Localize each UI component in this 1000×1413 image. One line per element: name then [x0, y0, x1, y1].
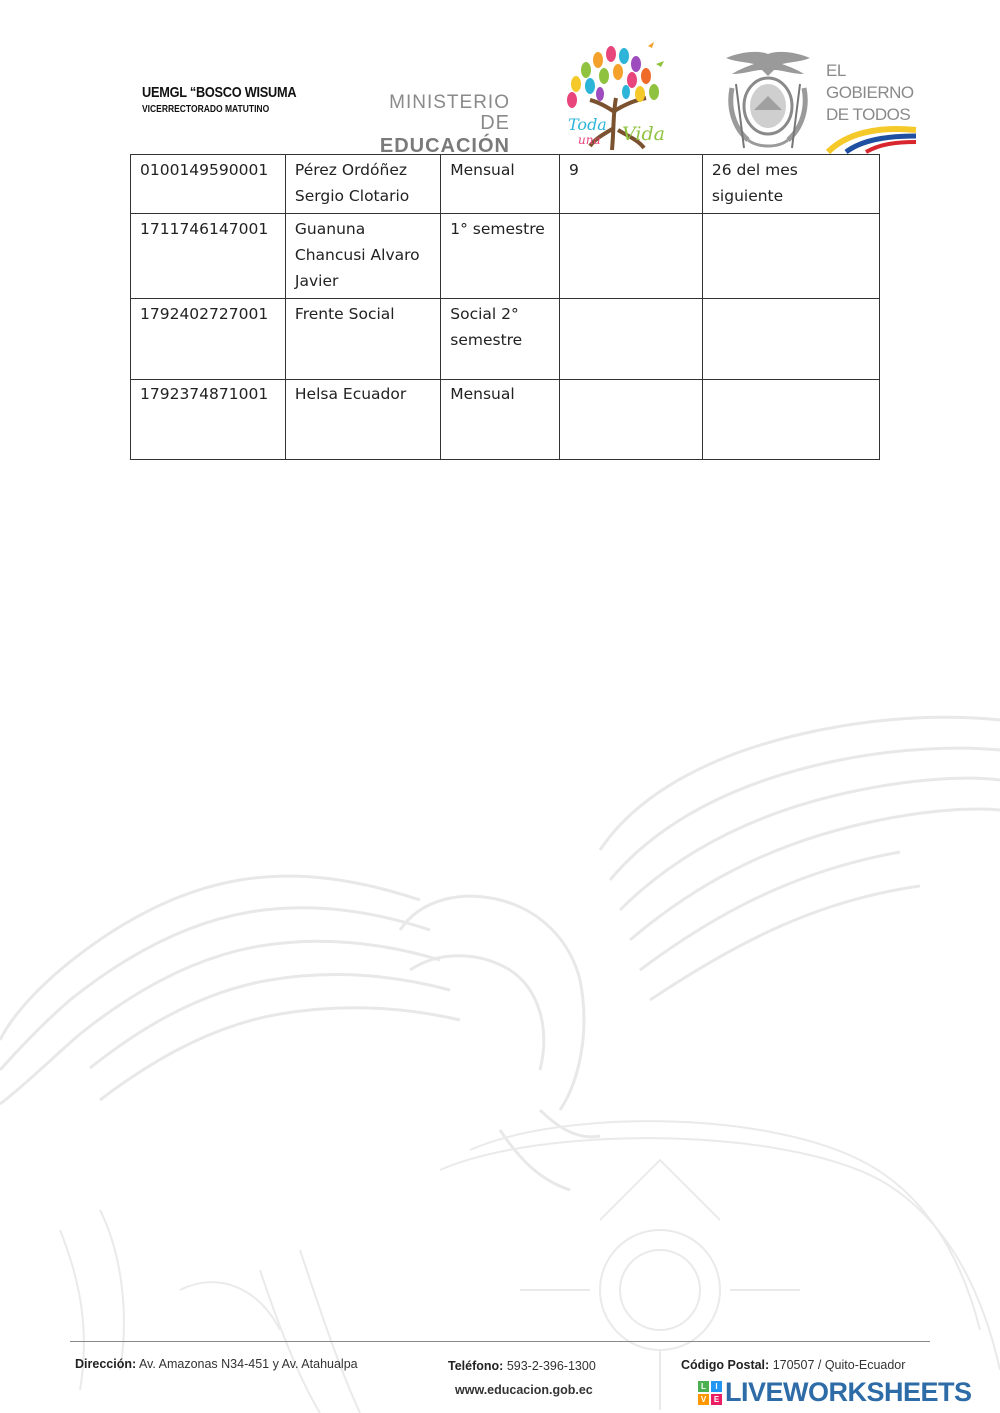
liveworksheets-logo[interactable]: [698, 1377, 972, 1408]
ministerio-line1: MINISTERIO: [389, 92, 510, 113]
address-value: Av. Amazonas N34-451 y Av. Atahualpa: [138, 1357, 358, 1371]
brand-letter-i: I: [711, 1381, 722, 1392]
footer-website[interactable]: www.educacion.gob.ec: [455, 1383, 593, 1397]
footer-address: [75, 1357, 358, 1371]
due-date-cell: [702, 380, 879, 460]
period-cell: Mensual: [441, 155, 560, 214]
footer-rule: [70, 1341, 930, 1342]
due-date-cell: [702, 214, 879, 299]
school-subtitle: VICERRECTORADO MATUTINO: [142, 104, 270, 115]
name-cell: Helsa Ecuador: [285, 380, 440, 460]
digit-cell: 9: [559, 155, 702, 214]
ministerio-de: DE: [480, 112, 510, 134]
tree-caption-una: una: [578, 133, 601, 147]
phone-value: 593-2-396-1300: [506, 1359, 596, 1373]
postal-label: Código Postal:: [681, 1358, 770, 1372]
school-header: [142, 84, 324, 115]
period-cell: Social 2° semestre: [441, 299, 560, 380]
school-name: UEMGL “BOSCO WISUMA: [142, 84, 297, 101]
table-row: [131, 299, 880, 380]
footer-phone: [448, 1359, 596, 1373]
postal-value: 170507 / Quito-Ecuador: [772, 1358, 906, 1372]
ruc-cell: 0100149590001: [131, 155, 286, 214]
name-cell: Frente Social: [285, 299, 440, 380]
due-date-cell: [702, 299, 879, 380]
phone-label: Teléfono:: [448, 1359, 504, 1373]
brand-letter-e: E: [711, 1394, 722, 1405]
name-cell: Pérez Ordóñez Sergio Clotario: [285, 155, 440, 214]
name-cell: Guanuna Chancusi Alvaro Javier: [285, 214, 440, 299]
tree-caption-toda: Toda: [568, 115, 607, 134]
gobierno-line1: EL: [826, 61, 846, 80]
tree-caption-vida: Vida: [622, 123, 665, 145]
footer-postal: [681, 1358, 905, 1372]
table-row: [131, 380, 880, 460]
ministerio-educacion: EDUCACIÓN: [379, 135, 510, 157]
table-row: [131, 155, 880, 214]
ministerio-line2: [350, 112, 510, 158]
period-cell: 1° semestre: [441, 214, 560, 299]
table-row: [131, 214, 880, 299]
digit-cell: [559, 299, 702, 380]
eagle-watermark-icon: [0, 690, 1000, 1413]
ministerio-logo: [350, 92, 510, 158]
address-label: Dirección:: [75, 1357, 137, 1371]
ruc-cell: 1792374871001: [131, 380, 286, 460]
gobierno-line3: DE TODOS: [826, 105, 911, 124]
digit-cell: [559, 214, 702, 299]
due-date-cell: 26 del mes siguiente: [702, 155, 879, 214]
toda-una-vida-tree-logo: [556, 38, 676, 156]
brand-letter-l: L: [698, 1381, 709, 1392]
liveworksheets-grid-icon: [698, 1381, 722, 1405]
gobierno-logo: [826, 60, 914, 126]
ecuador-coat-of-arms-logo: [718, 48, 818, 156]
period-cell: Mensual: [441, 380, 560, 460]
flag-swoosh-icon: [826, 124, 918, 154]
brand-letter-v: V: [698, 1394, 709, 1405]
ruc-cell: 1792402727001: [131, 299, 286, 380]
liveworksheets-wordmark: LIVEWORKSHEETS: [725, 1377, 972, 1407]
gobierno-line2: GOBIERNO: [826, 83, 914, 102]
ruc-cell: 1711746147001: [131, 214, 286, 299]
digit-cell: [559, 380, 702, 460]
data-table: [130, 154, 880, 460]
